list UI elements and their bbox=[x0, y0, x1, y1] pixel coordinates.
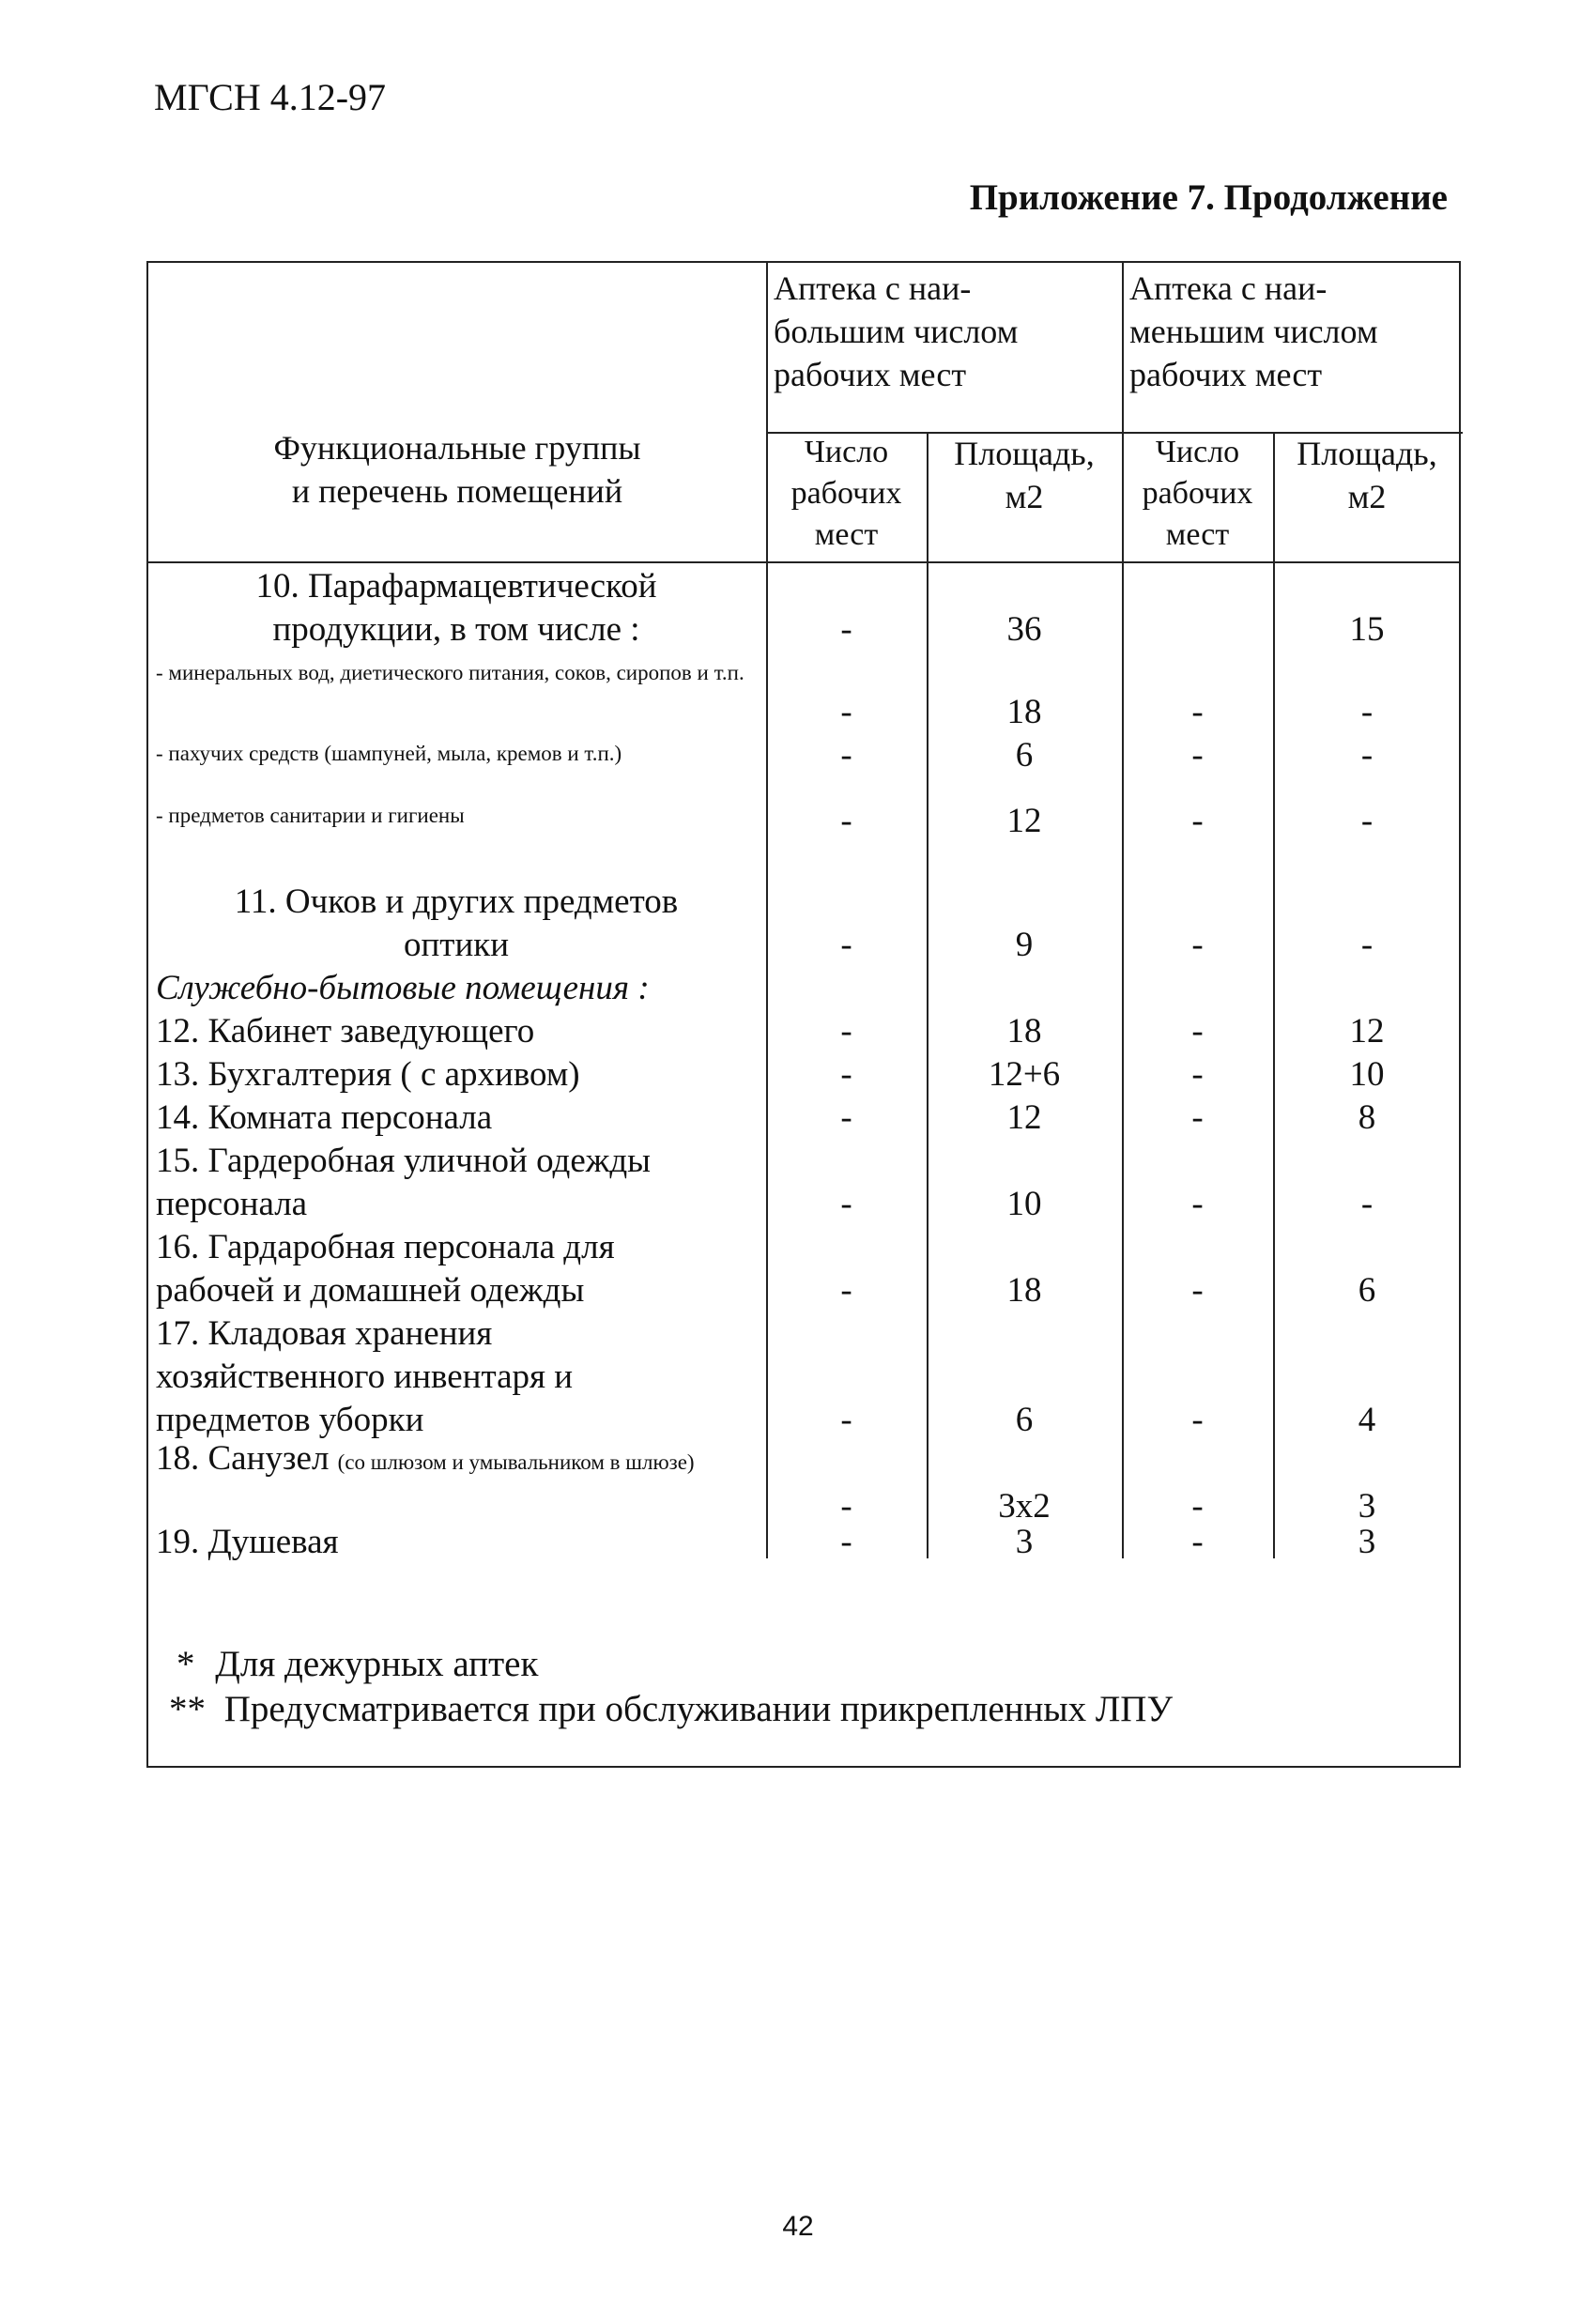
cell-area-min: 12 bbox=[1349, 1012, 1385, 1051]
row-label: 14. Комната персонала bbox=[156, 1098, 493, 1137]
cell-workplaces-max: - bbox=[840, 1055, 852, 1094]
row-label: - пахучих средств (шампуней, мыла, кремов и т.п.) bbox=[156, 742, 622, 765]
cell-workplaces-min: - bbox=[1191, 1098, 1204, 1137]
cell-area-min: 10 bbox=[1349, 1055, 1385, 1094]
cell-area-max: 9 bbox=[1015, 926, 1034, 964]
row-label: - минеральных вод, диетического питания, соков, сиропов и т.п. bbox=[156, 661, 744, 684]
header-area-min: Площадь, м2 bbox=[1297, 435, 1437, 515]
cell-area-max: 6 bbox=[1015, 736, 1034, 775]
cell-area-max: 18 bbox=[1006, 693, 1042, 731]
col-divider bbox=[1273, 432, 1275, 1558]
cell-area-max: 3 bbox=[1015, 1523, 1034, 1561]
cell-workplaces-min: - bbox=[1191, 1523, 1204, 1561]
header-workplaces-max: Число рабочих мест bbox=[790, 435, 902, 552]
cell-area-min: 3 bbox=[1358, 1523, 1376, 1561]
row-label-note: (со шлюзом и умывальником в шлюзе) bbox=[337, 1450, 695, 1474]
row-label: 19. Душевая bbox=[156, 1523, 339, 1561]
cell-workplaces-min: - bbox=[1191, 802, 1204, 840]
cell-area-max: 36 bbox=[1006, 610, 1042, 649]
cell-workplaces-min: - bbox=[1191, 736, 1204, 775]
cell-workplaces-max: - bbox=[840, 1271, 852, 1310]
cell-workplaces-max: - bbox=[840, 1401, 852, 1439]
page-number: 42 bbox=[782, 2211, 814, 2242]
document-code: МГСН 4.12-97 bbox=[154, 76, 387, 118]
cell-area-min: - bbox=[1360, 736, 1373, 775]
cell-workplaces-min: - bbox=[1191, 926, 1204, 964]
cell-area-min: - bbox=[1360, 693, 1373, 731]
footnote bbox=[169, 1688, 1173, 1731]
cell-area-min: 6 bbox=[1358, 1271, 1376, 1310]
header-workplaces-min: Число рабочих мест bbox=[1142, 435, 1253, 552]
row-label: 10. Парафармацевтической продукции, в том числе : bbox=[255, 567, 657, 649]
cell-workplaces-max: - bbox=[840, 1487, 852, 1526]
header-area-max: Площадь, м2 bbox=[954, 435, 1095, 515]
cell-area-max: 6 bbox=[1015, 1401, 1034, 1439]
cell-workplaces-min: - bbox=[1191, 1401, 1204, 1439]
row-label-main: 18. Санузел bbox=[156, 1439, 330, 1478]
cell-workplaces-min: - bbox=[1191, 1271, 1204, 1310]
cell-workplaces-max: - bbox=[840, 802, 852, 840]
cell-area-min: - bbox=[1360, 802, 1373, 840]
cell-workplaces-min: - bbox=[1191, 1185, 1204, 1223]
cell-workplaces-max: - bbox=[840, 736, 852, 775]
row-label bbox=[156, 1439, 757, 1478]
header-functional-groups: Функциональные группы и перечень помещений bbox=[273, 429, 641, 510]
section-label-service: Служебно-бытовые помещения : bbox=[156, 969, 650, 1007]
cell-area-min: 3 bbox=[1358, 1487, 1376, 1526]
cell-workplaces-min: - bbox=[1191, 1012, 1204, 1051]
cell-workplaces-max: - bbox=[840, 693, 852, 731]
appendix-label: Приложение 7. Продолжение bbox=[969, 177, 1448, 218]
table-frame bbox=[146, 261, 1461, 1768]
cell-area-min: 4 bbox=[1358, 1401, 1376, 1439]
cell-workplaces-max: - bbox=[840, 1098, 852, 1137]
cell-area-max: 18 bbox=[1006, 1271, 1042, 1310]
cell-workplaces-min: - bbox=[1191, 1055, 1204, 1094]
header-pharmacy-max: Аптека с наи- большим числом рабочих мест bbox=[774, 269, 1019, 393]
cell-area-min: 15 bbox=[1349, 610, 1385, 649]
row-label: - предметов санитарии и гигиены bbox=[156, 804, 465, 827]
cell-area-max: 10 bbox=[1006, 1185, 1042, 1223]
cell-area-max: 3x2 bbox=[998, 1487, 1051, 1526]
cell-area-max: 18 bbox=[1006, 1012, 1042, 1051]
header-pharmacy-min: Аптека с наи- меньшим числом рабочих мест bbox=[1129, 269, 1378, 393]
cell-workplaces-max: - bbox=[840, 926, 852, 964]
footnote-text: Для дежурных аптек bbox=[215, 1644, 539, 1684]
footnote-text: Предусматривается при обслуживании прикрепленных ЛПУ bbox=[223, 1689, 1174, 1729]
row-label: 15. Гардеробная уличной одежды персонала bbox=[156, 1142, 651, 1223]
cell-workplaces-max: - bbox=[840, 1523, 852, 1561]
row-divider bbox=[148, 561, 1461, 563]
row-label: 12. Кабинет заведующего bbox=[156, 1012, 535, 1051]
cell-workplaces-max: - bbox=[840, 1185, 852, 1223]
footnote-mark: ** bbox=[169, 1689, 206, 1729]
cell-area-min: - bbox=[1360, 926, 1373, 964]
col-divider bbox=[927, 432, 928, 1558]
cell-workplaces-min: - bbox=[1191, 693, 1204, 731]
row-label: 17. Кладовая хранения хозяйственного инвентаря и предметов уборки bbox=[156, 1314, 574, 1439]
cell-workplaces-min: - bbox=[1191, 1487, 1204, 1526]
cell-area-min: 8 bbox=[1358, 1098, 1376, 1137]
footnote-mark: * bbox=[176, 1644, 195, 1684]
row-label: 11. Очков и других предметов оптики bbox=[234, 882, 679, 964]
cell-area-min: - bbox=[1360, 1185, 1373, 1223]
row-label: 13. Бухгалтерия ( с архивом) bbox=[156, 1055, 580, 1094]
cell-workplaces-max: - bbox=[840, 1012, 852, 1051]
cell-area-max: 12+6 bbox=[988, 1055, 1061, 1094]
row-label: 16. Гардаробная персонала для рабочей и домашней одежды bbox=[156, 1228, 615, 1310]
cell-area-max: 12 bbox=[1006, 802, 1042, 840]
cell-area-max: 12 bbox=[1006, 1098, 1042, 1137]
footnote bbox=[176, 1643, 538, 1686]
cell-workplaces-max: - bbox=[840, 610, 852, 649]
